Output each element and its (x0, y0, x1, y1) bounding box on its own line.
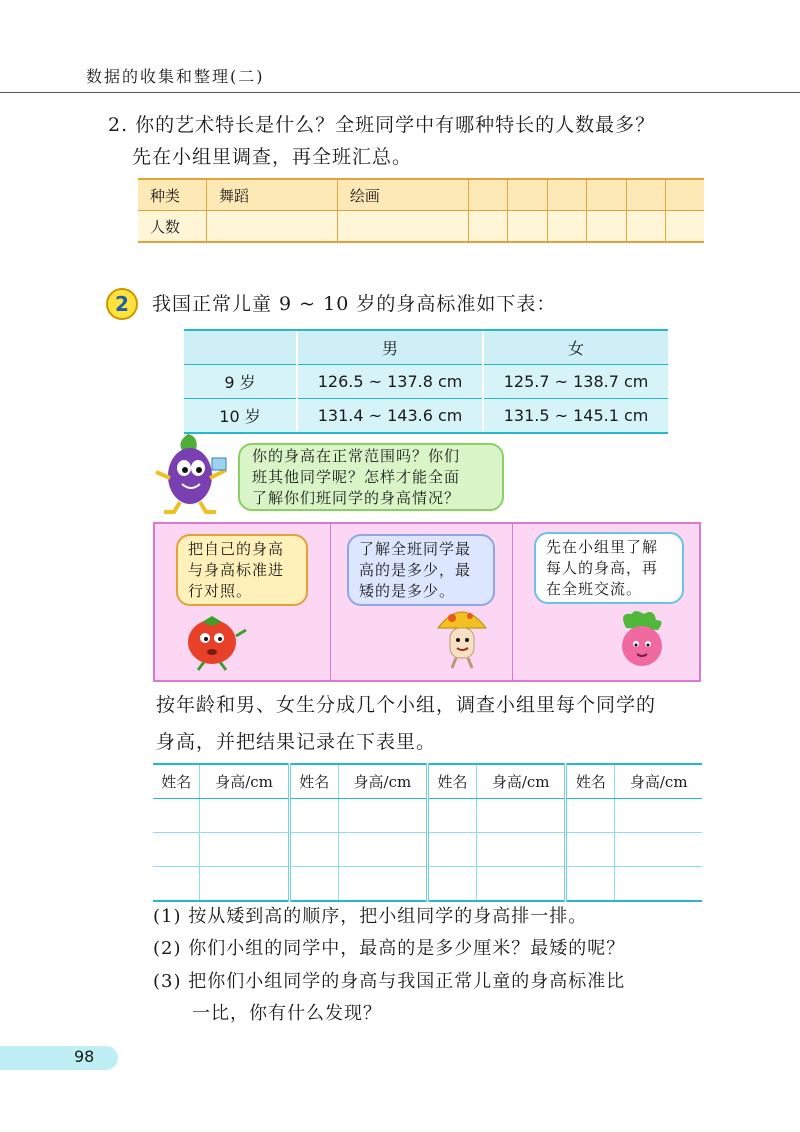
cell-empty (587, 179, 627, 211)
table-row (138, 211, 704, 243)
cell-empty (289, 867, 338, 902)
radish-mascot-illustration (610, 610, 674, 670)
cell-empty (338, 867, 427, 902)
cell-empty (615, 833, 702, 867)
bubble-line: 了解你们班同学的身高情况？ (252, 489, 461, 507)
table-row (184, 330, 668, 365)
cell-empty (200, 867, 289, 902)
cell-empty (615, 867, 702, 902)
name-header: 姓名 (427, 764, 476, 799)
cell-empty (427, 833, 476, 867)
cell-empty (477, 867, 566, 902)
instruction-line2: 身高，并把结果记录在下表里。 (156, 731, 437, 753)
page-number-tab (0, 1046, 118, 1070)
header-boys: 男 (297, 330, 483, 365)
bubble-line: 你的身高在正常范围吗？你们 (252, 447, 461, 465)
tomato-mascot-illustration (178, 606, 250, 672)
cell-empty (200, 833, 289, 867)
cell-empty (626, 211, 666, 243)
cell-category-label: 种类 (138, 179, 207, 211)
sub-question-1: (1) 按从矮到高的顺序，把小组同学的身高排一排。 (153, 906, 588, 927)
height-standard-table (184, 329, 668, 434)
example-2-intro: 我国正常儿童 9 ~ 10 岁的身高标准如下表： (152, 293, 557, 315)
bubble-line: 了解全班同学最 (359, 540, 472, 558)
question-2-line2: 先在小组里调查，再全班汇总。 (132, 146, 413, 168)
mushroom-speech-bubble (347, 534, 495, 606)
cell-empty (468, 211, 508, 243)
table-row (153, 799, 702, 833)
height-record-table (153, 763, 702, 902)
table-row (153, 833, 702, 867)
cell-empty (337, 211, 468, 243)
height-header: 身高/cm (338, 764, 427, 799)
tomato-speech-bubble (176, 534, 308, 606)
question-2-line1: 2. 你的艺术特长是什么？全班同学中有哪种特长的人数最多？ (108, 114, 656, 136)
cell-empty (666, 211, 704, 243)
bubble-line: 在全班交流。 (546, 580, 643, 598)
cell-empty (566, 833, 615, 867)
height-header: 身高/cm (200, 764, 289, 799)
instruction-line1: 按年龄和男、女生分成几个小组，调查小组里每个同学的 (156, 694, 657, 716)
radish-speech-bubble (534, 532, 684, 604)
range-cell: 131.4 ~ 143.6 cm (297, 399, 483, 434)
cell-empty (427, 799, 476, 833)
bubble-line: 每人的身高，再 (546, 559, 659, 577)
eggplant-speech-bubble (238, 443, 504, 511)
bubble-line: 先在小组里了解 (546, 538, 659, 556)
cell-empty (153, 799, 200, 833)
cell-drawing: 绘画 (337, 179, 468, 211)
table-row (184, 399, 668, 434)
bubble-line: 与身高标准进 (188, 561, 285, 579)
name-header: 姓名 (153, 764, 200, 799)
cell-empty (566, 867, 615, 902)
mushroom-mascot-illustration (434, 602, 490, 672)
bubble-line: 把自己的身高 (188, 540, 285, 558)
cell-empty (566, 799, 615, 833)
cell-empty (207, 211, 338, 243)
sub-question-3-line2: 一比，你有什么发现？ (192, 1003, 382, 1024)
sub-question-2: (2) 你们小组的同学中，最高的是多少厘米？最矮的呢？ (153, 938, 626, 959)
height-header: 身高/cm (615, 764, 702, 799)
range-cell: 126.5 ~ 137.8 cm (297, 365, 483, 399)
cell-empty (587, 211, 627, 243)
cell-empty (468, 179, 508, 211)
bubble-line: 班其他同学呢？怎样才能全面 (252, 468, 461, 486)
cell-empty (666, 179, 704, 211)
name-header: 姓名 (289, 764, 338, 799)
height-header: 身高/cm (477, 764, 566, 799)
running-header: 数据的收集和整理(二) (86, 67, 265, 86)
cell-empty (427, 867, 476, 902)
cell-empty (200, 799, 289, 833)
panel-divider (330, 524, 331, 680)
cell-empty (626, 179, 666, 211)
bubble-line: 矮的是多少。 (359, 582, 456, 600)
cell-empty (477, 833, 566, 867)
cell-empty (508, 179, 548, 211)
age-cell: 10 岁 (184, 399, 297, 434)
cell-empty (153, 833, 200, 867)
cell-empty (508, 211, 548, 243)
cell-dance: 舞蹈 (207, 179, 338, 211)
age-cell: 9 岁 (184, 365, 297, 399)
page-number: 98 (74, 1047, 95, 1066)
cell-empty (289, 833, 338, 867)
eggplant-mascot-illustration (148, 428, 232, 516)
range-cell: 125.7 ~ 138.7 cm (483, 365, 668, 399)
bubble-line: 行对照。 (188, 582, 253, 600)
cell-empty (477, 799, 566, 833)
cell-empty (289, 799, 338, 833)
sub-question-3-line1: (3) 把你们小组同学的身高与我国正常儿童的身高标准比 (153, 971, 626, 992)
example-number-badge: 2 (106, 288, 138, 320)
header-girls: 女 (483, 330, 668, 365)
header-rule (0, 92, 800, 93)
cell-empty (547, 211, 587, 243)
cell-empty (615, 799, 702, 833)
table-row (138, 179, 704, 211)
cell-count-label: 人数 (138, 211, 207, 243)
range-cell: 131.5 ~ 145.1 cm (483, 399, 668, 434)
table-row (184, 365, 668, 399)
talent-table (138, 178, 704, 243)
cell-empty (338, 799, 427, 833)
bubble-line: 高的是多少，最 (359, 561, 472, 579)
panel-divider (512, 524, 513, 680)
name-header: 姓名 (566, 764, 615, 799)
cell-empty (153, 867, 200, 902)
header-blank (184, 330, 297, 365)
table-row (153, 867, 702, 902)
cell-empty (547, 179, 587, 211)
table-row (153, 764, 702, 799)
cell-empty (338, 833, 427, 867)
